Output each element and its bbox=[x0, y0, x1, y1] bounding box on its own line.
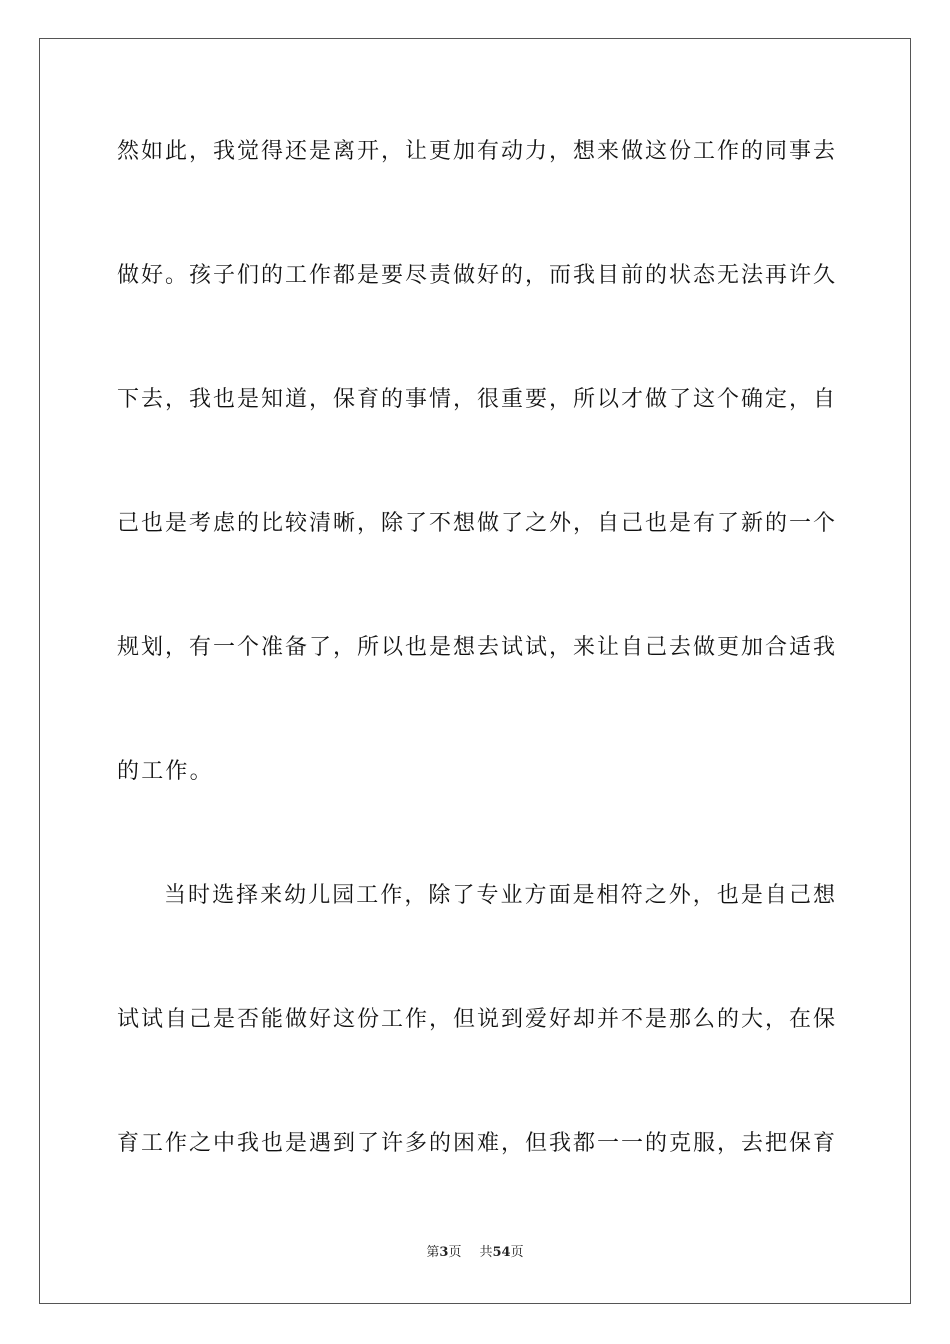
page-footer bbox=[0, 1244, 950, 1262]
total-prefix: 共 bbox=[479, 1245, 493, 1260]
total-suffix: 页 bbox=[510, 1245, 524, 1260]
body-line-1: 然如此，我觉得还是离开，让更加有动力，想来做这份工作的同事去 bbox=[117, 139, 835, 164]
body-line-6: 的工作。 bbox=[117, 759, 214, 784]
body-line-2: 做好。孩子们的工作都是要尽责做好的，而我目前的状态无法再许久 bbox=[117, 263, 835, 288]
page-number: 3 bbox=[439, 1245, 449, 1260]
body-line-8: 试试自己是否能做好这份工作，但说到爱好却并不是那么的大，在保 bbox=[117, 1007, 835, 1032]
page-suffix: 页 bbox=[448, 1245, 462, 1260]
body-line-3: 下去，我也是知道，保育的事情，很重要，所以才做了这个确定，自 bbox=[117, 387, 835, 412]
page-border bbox=[39, 38, 911, 1304]
page-prefix: 第 bbox=[426, 1245, 440, 1260]
body-line-5: 规划，有一个准备了，所以也是想去试试，来让自己去做更加合适我 bbox=[117, 635, 835, 660]
body-line-9: 育工作之中我也是遇到了许多的困难，但我都一一的克服，去把保育 bbox=[117, 1131, 835, 1156]
body-line-4: 己也是考虑的比较清晰，除了不想做了之外，自己也是有了新的一个 bbox=[117, 511, 835, 536]
paragraph-start-line: 当时选择来幼儿园工作，除了专业方面是相符之外，也是自己想 bbox=[164, 883, 835, 908]
total-pages: 54 bbox=[492, 1245, 511, 1260]
